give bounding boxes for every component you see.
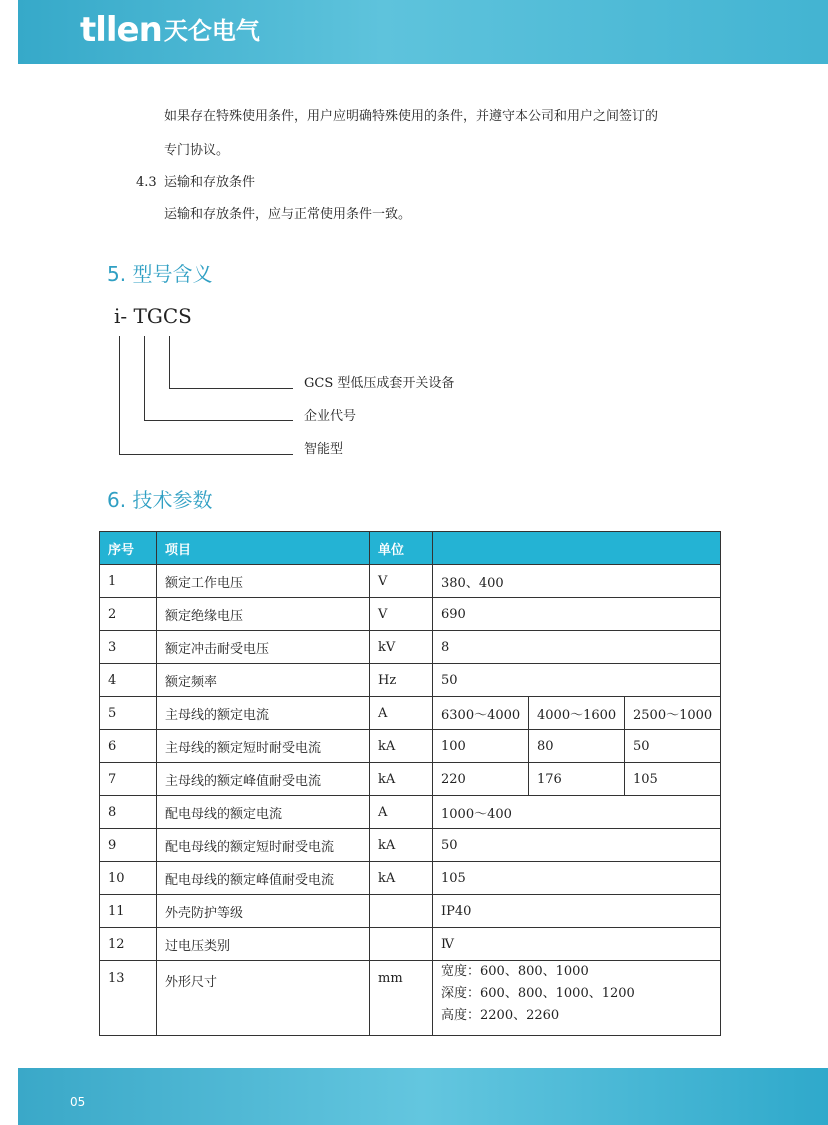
cell-item: 额定冲击耐受电压 — [157, 631, 370, 664]
cell-no: 2 — [100, 598, 157, 631]
cell-unit: A — [370, 697, 433, 730]
cell-value-2: 4000～1600 — [529, 697, 625, 730]
label-smart-type: 智能型 — [304, 442, 344, 457]
cell-item: 主母线的额定短时耐受电流 — [157, 730, 370, 763]
cell-value-1: 6300～4000 — [433, 697, 529, 730]
cell-value: 50 — [433, 664, 721, 697]
cell-no: 3 — [100, 631, 157, 664]
cell-unit: kA — [370, 763, 433, 796]
dimension-height: 高度：2200、2260 — [441, 1008, 560, 1023]
page-number: 05 — [70, 1095, 86, 1109]
cell-item: 配电母线的额定电流 — [157, 796, 370, 829]
cell-value: Ⅳ — [433, 928, 721, 961]
breakdown-line-company-horizontal — [144, 420, 293, 421]
section-5-title: 5. 型号含义 — [107, 262, 213, 286]
cell-value-2: 176 — [529, 763, 625, 796]
subsection-title: 运输和存放条件 — [164, 175, 256, 190]
cell-unit — [370, 895, 433, 928]
intro-line-1: 如果存在特殊使用条件，用户应明确特殊使用的条件，并遵守本公司和用户之间签订的 — [164, 109, 659, 124]
brand-logo — [80, 10, 260, 51]
table-row — [100, 631, 721, 664]
cell-unit — [370, 928, 433, 961]
header-value — [433, 532, 721, 565]
table-row — [100, 895, 721, 928]
cell-no: 13 — [100, 961, 157, 1036]
header-no: 序号 — [100, 532, 157, 565]
cell-item: 外壳防护等级 — [157, 895, 370, 928]
cell-unit: mm — [370, 961, 433, 1036]
logo-latin: tllen — [80, 10, 162, 50]
table-row — [100, 796, 721, 829]
cell-value-2: 80 — [529, 730, 625, 763]
cell-no: 7 — [100, 763, 157, 796]
intro-line-3: 运输和存放条件，应与正常使用条件一致。 — [164, 207, 412, 222]
cell-item: 外形尺寸 — [157, 961, 370, 1036]
cell-unit: kA — [370, 862, 433, 895]
cell-unit: kA — [370, 829, 433, 862]
cell-no: 9 — [100, 829, 157, 862]
page-footer — [18, 1068, 828, 1125]
table-row — [100, 961, 721, 1036]
table-row — [100, 664, 721, 697]
header-unit: 单位 — [370, 532, 433, 565]
cell-value-1: 100 — [433, 730, 529, 763]
cell-unit: V — [370, 565, 433, 598]
tech-params-table — [99, 531, 721, 1036]
subsection-number: 4.3 — [136, 175, 157, 190]
cell-unit: kV — [370, 631, 433, 664]
dimension-width: 宽度：600、800、1000 — [441, 964, 589, 979]
breakdown-line-gcs-vertical — [169, 336, 170, 388]
table-row — [100, 730, 721, 763]
page-header — [18, 0, 828, 64]
dimension-depth: 深度：600、800、1000、1200 — [441, 986, 635, 1001]
breakdown-line-smart-horizontal — [119, 454, 293, 455]
cell-no: 4 — [100, 664, 157, 697]
cell-item: 额定工作电压 — [157, 565, 370, 598]
cell-value: 380、400 — [433, 565, 721, 598]
cell-value: 50 — [433, 829, 721, 862]
logo-chinese: 天仑电气 — [163, 17, 260, 45]
table-row — [100, 829, 721, 862]
cell-item: 额定频率 — [157, 664, 370, 697]
cell-item: 额定绝缘电压 — [157, 598, 370, 631]
cell-dimensions — [433, 961, 721, 1036]
cell-value-1: 220 — [433, 763, 529, 796]
breakdown-line-company-vertical — [144, 336, 145, 420]
cell-no: 8 — [100, 796, 157, 829]
section-6-title: 6. 技术参数 — [107, 488, 213, 512]
cell-unit: V — [370, 598, 433, 631]
breakdown-line-smart-vertical — [119, 336, 120, 454]
cell-item: 配电母线的额定峰值耐受电流 — [157, 862, 370, 895]
cell-item: 过电压类别 — [157, 928, 370, 961]
breakdown-line-gcs-horizontal — [169, 388, 293, 389]
table-row — [100, 697, 721, 730]
cell-item: 主母线的额定电流 — [157, 697, 370, 730]
cell-value: IP40 — [433, 895, 721, 928]
cell-value: 1000～400 — [433, 796, 721, 829]
intro-line-2: 专门协议。 — [164, 143, 230, 158]
cell-unit: kA — [370, 730, 433, 763]
label-gcs-type: GCS 型低压成套开关设备 — [304, 376, 455, 391]
table-row — [100, 565, 721, 598]
cell-value: 690 — [433, 598, 721, 631]
table-row — [100, 928, 721, 961]
header-item: 项目 — [157, 532, 370, 565]
cell-no: 11 — [100, 895, 157, 928]
label-company-code: 企业代号 — [304, 409, 357, 424]
cell-value-3: 105 — [625, 763, 721, 796]
table-header-row — [100, 532, 721, 565]
cell-item: 配电母线的额定短时耐受电流 — [157, 829, 370, 862]
cell-value-3: 2500～1000 — [625, 697, 721, 730]
cell-unit: A — [370, 796, 433, 829]
cell-no: 5 — [100, 697, 157, 730]
cell-item: 主母线的额定峰值耐受电流 — [157, 763, 370, 796]
model-code: i- TGCS — [114, 304, 192, 328]
table-row — [100, 598, 721, 631]
cell-no: 12 — [100, 928, 157, 961]
cell-no: 6 — [100, 730, 157, 763]
table-row — [100, 862, 721, 895]
cell-unit: Hz — [370, 664, 433, 697]
cell-value: 8 — [433, 631, 721, 664]
cell-no: 1 — [100, 565, 157, 598]
table-row — [100, 763, 721, 796]
cell-value-3: 50 — [625, 730, 721, 763]
cell-value: 105 — [433, 862, 721, 895]
cell-no: 10 — [100, 862, 157, 895]
